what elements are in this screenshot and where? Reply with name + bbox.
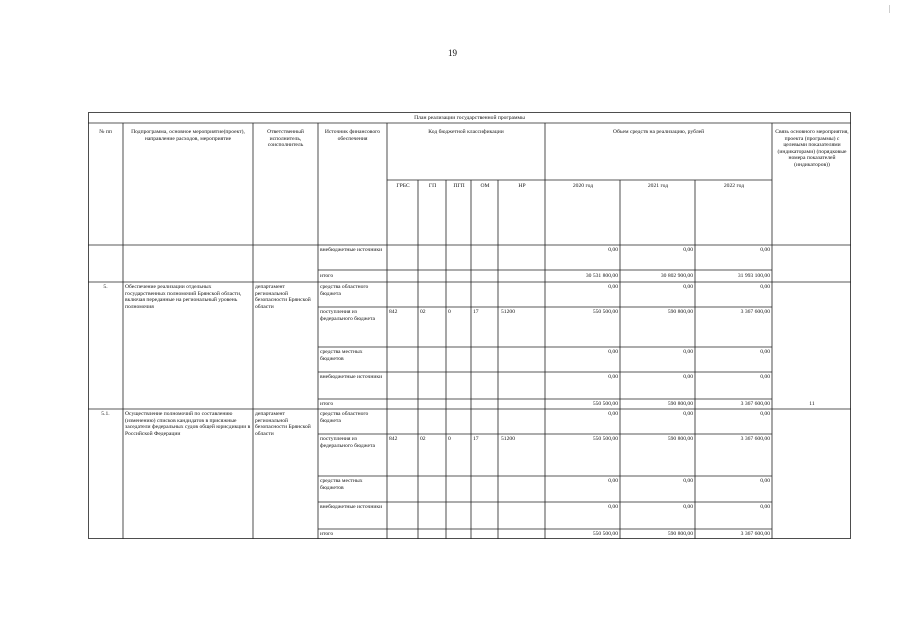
row-grbs: 842: [389, 436, 398, 442]
row-source: поступления из федерального бюджета: [320, 436, 376, 449]
row-2022: 0,00: [760, 247, 770, 253]
section-5-num: 5.: [103, 284, 108, 290]
row-2022: 0,00: [760, 374, 770, 380]
row-2020: 0,00: [608, 504, 618, 510]
row-om: 17: [473, 436, 479, 442]
section-5-executor: департамент региональной безопасности Брянской области: [255, 284, 311, 310]
row-2020: 0,00: [608, 374, 618, 380]
row-2021: 590 800,00: [667, 401, 693, 407]
row-2021: 30 802 900,00: [660, 273, 693, 279]
header-gp: ГП: [428, 183, 437, 189]
header-link: Связь основного мероприятия, проекта (программы) с целевыми показателями (индикаторами) (порядковые номера показателей (индикаторов)): [775, 129, 849, 168]
section-5-1-name: Осуществление полномочий по составлению (изменению) списков кандидатов в присяжные заседатели федеральных судов общей юрисдикции в Российской Федерации: [125, 411, 251, 437]
header-nr: НР: [518, 183, 526, 189]
row-source: итого: [320, 273, 334, 279]
row-2020: 550 500,00: [592, 436, 618, 442]
row-2021: 0,00: [683, 478, 693, 484]
row-gp: 02: [420, 436, 426, 442]
row-source: средства областного бюджета: [320, 411, 369, 424]
header-volume: Объем средств на реализацию, рублей: [612, 129, 705, 135]
row-pgp: 0: [448, 309, 451, 315]
row-2020: 550 500,00: [592, 401, 618, 407]
row-nr: 51200: [501, 309, 515, 315]
header-executor: Ответственный исполнитель, соисполнитель: [267, 129, 304, 149]
row-2021: 590 800,00: [667, 309, 693, 315]
row-source: поступления из федерального бюджета: [320, 309, 376, 322]
row-2020: 550 500,00: [592, 309, 618, 315]
row-2020: 30 531 800,00: [585, 273, 618, 279]
row-2020: 0,00: [608, 284, 618, 290]
row-2022: 0,00: [760, 349, 770, 355]
section-5-1-executor: департамент региональной безопасности Брянской области: [255, 411, 311, 437]
row-om: 17: [473, 309, 479, 315]
row-nr: 51200: [501, 436, 515, 442]
header-2020: 2020 год: [572, 183, 594, 189]
row-source: средства областного бюджета: [320, 284, 369, 297]
row-pgp: 0: [448, 436, 451, 442]
row-gp: 02: [420, 309, 426, 315]
row-2022: 0,00: [760, 478, 770, 484]
header-2022: 2022 год: [723, 183, 745, 189]
row-2020: 0,00: [608, 478, 618, 484]
header-pgp: ПГП: [453, 183, 465, 189]
row-2022: 31 993 100,00: [737, 273, 770, 279]
header-om: ОМ: [480, 183, 490, 189]
row-2021: 590 800,00: [667, 436, 693, 442]
header-kbk: Код бюджетной классификации: [428, 129, 504, 135]
row-source: средства местных бюджетов: [320, 478, 363, 491]
table-title: План реализации государственной программы: [414, 115, 525, 121]
row-2022: 3 367 600,00: [740, 436, 770, 442]
row-2021: 590 800,00: [667, 531, 693, 537]
row-2020: 550 500,00: [592, 531, 618, 537]
header-2021: 2021 год: [647, 183, 669, 189]
row-source: внебюджетные источники: [320, 247, 383, 253]
program-plan-table: [88, 112, 851, 539]
row-2022: 3 367 600,00: [740, 531, 770, 537]
row-2021: 0,00: [683, 504, 693, 510]
header-subprogram: Подпрограмма, основное мероприятие(проект), направление расходов, мероприятие: [131, 129, 245, 142]
row-2022: 3 367 600,00: [740, 401, 770, 407]
row-2020: 0,00: [608, 349, 618, 355]
row-2020: 0,00: [608, 247, 618, 253]
section-5-name: Обеспечение реализации отдельных государственных полномочий Брянской области, включая переданные на региональный уровень полномочия: [125, 284, 242, 310]
table-grid-lines: [88, 112, 851, 539]
page-number: 19: [448, 48, 457, 58]
header-grbs: ГРБС: [396, 183, 410, 189]
row-grbs: 842: [389, 309, 398, 315]
row-2022: 0,00: [760, 411, 770, 417]
row-link: 11: [809, 401, 815, 407]
header-num: № пп: [99, 129, 112, 135]
scan-edge-mark: |: [889, 4, 891, 13]
row-2020: 0,00: [608, 411, 618, 417]
row-2022: 0,00: [760, 504, 770, 510]
row-source: итого: [320, 531, 334, 537]
header-source: Источник финансового обеспечения: [324, 129, 381, 142]
row-2021: 0,00: [683, 349, 693, 355]
row-2022: 3 367 600,00: [740, 309, 770, 315]
section-5-1-num: 5.1.: [101, 411, 110, 417]
row-2021: 0,00: [683, 284, 693, 290]
row-2022: 0,00: [760, 284, 770, 290]
row-2021: 0,00: [683, 374, 693, 380]
row-source: итого: [320, 401, 334, 407]
row-2021: 0,00: [683, 411, 693, 417]
row-source: средства местных бюджетов: [320, 349, 363, 362]
row-source: внебюджетные источники: [320, 504, 383, 510]
row-source: внебюджетные источники: [320, 374, 383, 380]
row-2021: 0,00: [683, 247, 693, 253]
